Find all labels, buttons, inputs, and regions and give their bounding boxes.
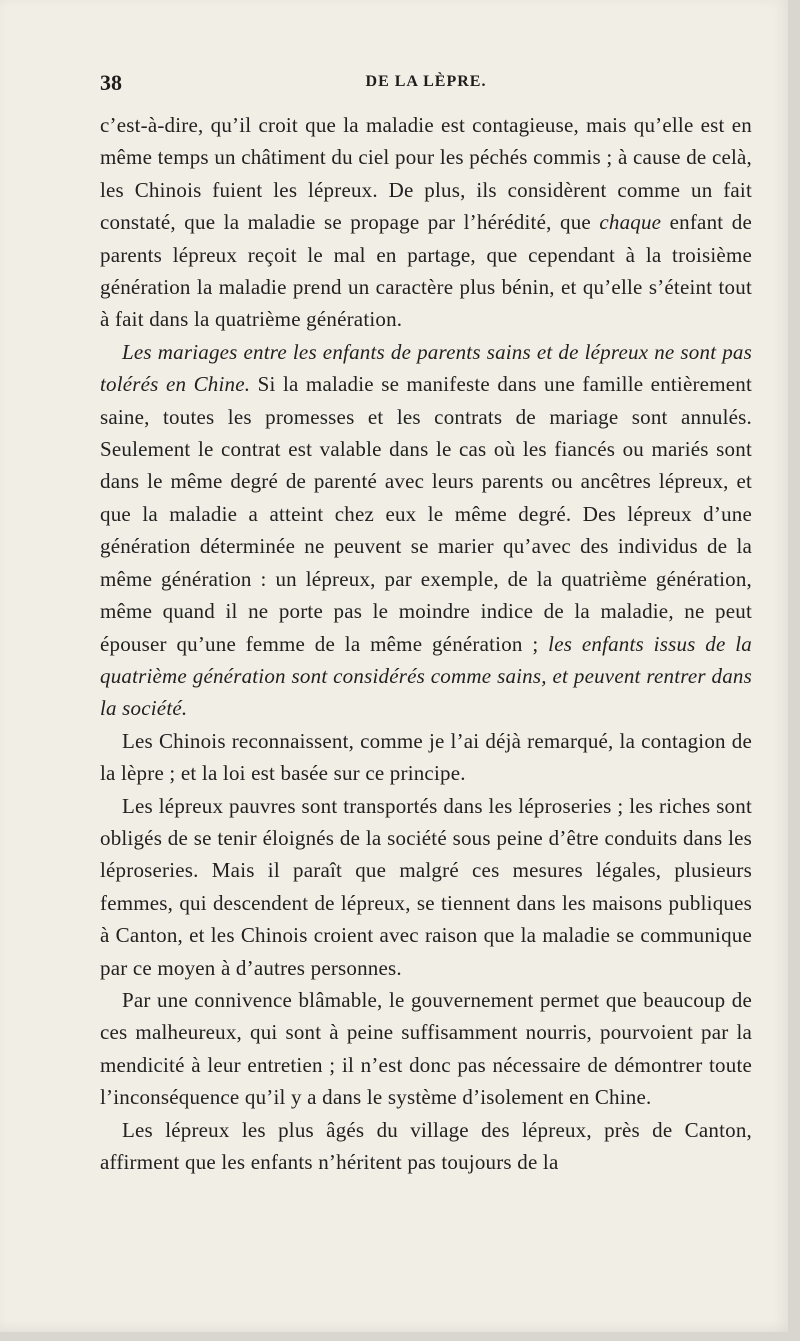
- paragraph-leprosaria: Les lépreux pauvres sont transportés dans les léproseries ; les riches sont obligés de se tenir éloignés de la société sous peine d’être conduits dans les léproseries. Mais il paraît que malgré ces mesures légales, plusieurs femmes, qui descendent de lépreux, se tiennent dans les maisons publiques à Canton, et les Chinois croient avec raison que la maladie se communique par ce moyen à d’autres personnes.: [100, 793, 752, 980]
- paragraph-marriage-rules: [100, 336, 752, 725]
- paragraph-1-text: c’est-à-dire, qu’il croit que la maladie est contagieuse, mais qu’elle est en même temps un châtiment du ciel pour les péchés commis ; à cause de celà, les Chinois fuient les lépreux. De plus, ils considèrent comme un fait constaté, que la maladie se propage par l’hérédité, que: [100, 113, 752, 235]
- italic-chaque: chaque: [599, 210, 662, 235]
- paragraph-contagion-law: Les Chinois reconnaissent, comme je l’ai déjà remarqué, la contagion de la lèpre ; et la loi est basée sur ce principe.: [100, 728, 752, 786]
- paragraph-1-end: enfant de parents lépreux reçoit le mal en partage, que cependant à la troisième génération la maladie prend un caractère plus bénin, et qu’elle s’éteint tout à fait dans la quatrième génération.: [100, 210, 752, 332]
- italic-marriage-rule: Les mariages entre les enfants de parents sains et de lépreux ne sont pas tolérés en Chine.: [100, 339, 752, 397]
- paragraph-canton-village: Les lépreux les plus âgés du village des lépreux, près de Canton, affirment que les enfants n’héritent pas toujours de la: [100, 1117, 752, 1174]
- page-body: [100, 109, 752, 1178]
- paragraph-government-connivance: Par une connivence blâmable, le gouvernement permet que beaucoup de ces malheureux, qui sont à peine suffisamment nourris, pourvoient par la mendicité à leur entretien ; il n’est donc pas nécessaire de démontrer toute l’inconséquence qu’il y a dans le système d’isolement en Chine.: [100, 987, 752, 1110]
- paragraph-contagion-belief: [100, 109, 752, 336]
- page-number: 38: [100, 70, 122, 95]
- page-header: [100, 70, 752, 104]
- italic-fourth-generation: les enfants issus de la quatrième génération sont considérés comme sains, et peuvent rentrer dans la société.: [100, 631, 752, 721]
- paragraph-2-text: Si la maladie se manifeste dans une famille entièrement saine, toutes les promesses et les contrats de mariage sont annulés. Seulement le contrat est valable dans le cas où les fiancés ou mariés sont dans le même degré de parenté avec leurs parents ou ancêtres lépreux, et que la maladie a atteint chez eux le même degré. Des lépreux d’une génération déterminée ne peuvent se marier qu’avec des individus de la même génération : un lépreux, par exemple, de la quatrième génération, même quand il ne porte pas le moindre indice de la maladie, ne peut épouser qu’une femme de la même génération ;: [100, 372, 752, 656]
- running-title: DE LA LÈPRE.: [365, 73, 487, 90]
